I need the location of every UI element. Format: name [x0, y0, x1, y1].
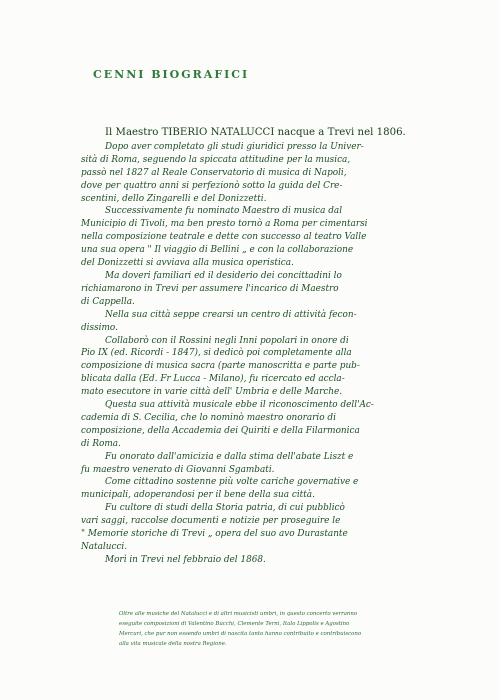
- text-line: vari saggi, raccolse documenti e notizie per proseguire le: [81, 516, 341, 527]
- text-line: composizione di musica sacra (parte manoscritta e parte pub-: [81, 361, 360, 372]
- paragraph-birth: [81, 127, 421, 140]
- text-line: di Cappella.: [81, 296, 135, 307]
- text-line: di Roma.: [81, 438, 121, 449]
- text-line: Nella sua città seppe crearsi un centro di attività fecon-: [105, 309, 357, 320]
- text-line: sità di Roma, seguendo la spiccata attitudine per la musica,: [81, 154, 351, 165]
- text-line: Fu onorato dall'amicizia e dalla stima dell'abate Liszt e: [105, 451, 354, 462]
- text-line: mato esecutore in varie città dell' Umbria e delle Marche.: [81, 387, 343, 398]
- paragraph-center: [81, 309, 421, 335]
- paragraph-liszt: [81, 451, 421, 477]
- concert-footnote: [119, 609, 419, 649]
- biography-text: [81, 127, 421, 567]
- text-line: Municipio di Tivoli, ma ben presto tornò a Roma per cimentarsi: [81, 219, 368, 230]
- text-line: composizione, della Accademia dei Quiriti e della Filarmonica: [81, 425, 360, 436]
- text-line: Successivamente fu nominato Maestro di musica dal: [105, 206, 343, 217]
- text-line: fu maestro venerato di Giovanni Sgambati.: [81, 464, 275, 475]
- text-line: Fu cultore di studi della Storia patria, di cui pubblicò: [105, 503, 345, 514]
- text-line: Collaborò con il Rossini negli Inni popolari in onore di: [105, 335, 349, 346]
- text-line: Il Maestro TIBERIO NATALUCCI nacque a Trevi nel 1806.: [105, 127, 406, 138]
- text-line: dove per quattro anni si perfezionò sotto la guida del Cre-: [81, 180, 343, 191]
- text-line: Come cittadino sostenne più volte cariche governative e: [105, 477, 359, 488]
- text-line: Questa sua attività musicale ebbe il riconoscimento dell'Ac-: [105, 400, 374, 411]
- text-line: una sua opera " Il viaggio di Bellini „ e con la collaborazione: [81, 245, 354, 256]
- text-line: dissimo.: [81, 322, 118, 333]
- paragraph-death: [81, 554, 421, 567]
- text-line: del Donizzetti si avviava alla musica operistica.: [81, 258, 294, 269]
- text-line: " Memorie storiche di Trevi „ opera del suo avo Durastante: [81, 529, 348, 540]
- footnote-line: eseguite composizioni di Valentino Bucchi, Clemente Terni, Italo Lippolis e Agostino: [119, 621, 350, 627]
- paragraph-cecilia: [81, 399, 421, 451]
- paragraph-tivoli: [81, 205, 421, 270]
- text-line: blicata dalla (Ed. Fr Lucca - Milano), fu ricercato ed accla-: [81, 374, 345, 385]
- text-line: cademia di S. Cecilia, che lo nominò maestro onorario di: [81, 412, 336, 423]
- text-line: Pio IX (ed. Ricordi - 1847), si dedicò poi completamente alla: [81, 348, 352, 359]
- text-line: Natalucci.: [81, 542, 128, 552]
- paragraph-return: [81, 270, 421, 309]
- text-line: Ma doveri familiari ed il desiderio dei concittadini lo: [105, 270, 342, 281]
- text-line: municipali, adoperandosi per il bene della sua città.: [81, 490, 315, 501]
- footnote-line: alla vita musicale della nostra Regione.: [119, 641, 227, 647]
- section-heading: CENNI BIOGRAFICI: [93, 68, 250, 81]
- text-line: scentini, dello Zingarelli e del Donizzetti.: [81, 193, 267, 204]
- text-line: nella composizione teatrale e dette con successo al teatro Valle: [81, 232, 367, 243]
- paragraph-citizen: [81, 476, 421, 502]
- text-line: richiamarono in Trevi per assumere l'incarico di Maestro: [81, 283, 339, 294]
- text-line: Morì in Trevi nel febbraio del 1868.: [105, 554, 266, 565]
- paragraph-rossini: [81, 335, 421, 400]
- footnote-line: Oltre alle musiche del Natalucci e di altri musicisti umbri, in questo concerto verranno: [119, 611, 358, 617]
- text-line: Dopo aver completato gli studi giuridici presso la Univer-: [105, 141, 364, 152]
- footnote-line: Mercuri, che pur non essendo umbri di nascita tanto hanno contribuito e contribuiscono: [119, 631, 362, 637]
- paragraph-studies: [81, 141, 421, 206]
- text-line: passò nel 1827 al Reale Conservatorio di musica di Napoli,: [81, 167, 347, 178]
- paragraph-history: [81, 502, 421, 554]
